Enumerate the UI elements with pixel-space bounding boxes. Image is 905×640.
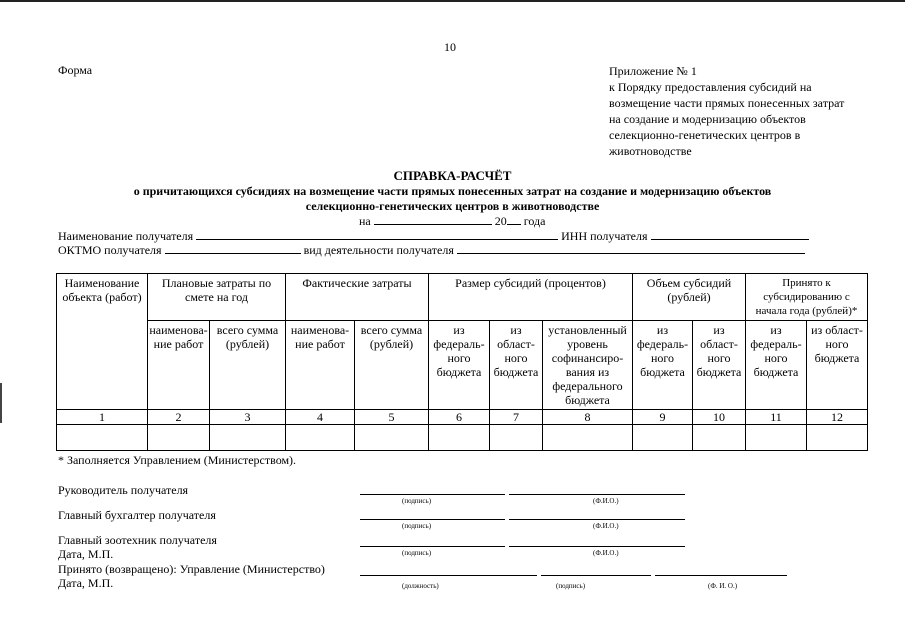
subheader-federal-accepted: из федераль-ного бюджета <box>746 321 807 410</box>
document-subtitle-line2: селекционно-генетических центров в животноводстве <box>305 199 600 213</box>
zootech-label: Главный зоотехник получателя <box>58 533 217 547</box>
data-cell[interactable] <box>543 425 633 451</box>
accepted-fio-caption: (Ф. И. О.) <box>708 582 738 590</box>
header-actual-costs: Фактические затраты <box>286 274 429 321</box>
column-number: 5 <box>355 410 429 425</box>
subheader-regional-accepted: из област-ного бюджета <box>807 321 868 410</box>
date-mp-1: Дата, М.П. <box>58 547 114 561</box>
subheader-name-works-planned: наименова-ние работ <box>148 321 210 410</box>
data-cell[interactable] <box>148 425 210 451</box>
header-subsidy-volume: Объем субсидий (рублей) <box>633 274 746 321</box>
page-number: 10 <box>444 40 456 54</box>
data-cell[interactable] <box>746 425 807 451</box>
year-blank-field[interactable] <box>507 214 521 225</box>
header-planned-costs: Плановые затраты по смете на год <box>148 274 286 321</box>
column-number: 12 <box>807 410 868 425</box>
zootech-signature-line[interactable] <box>360 546 505 547</box>
data-cell[interactable] <box>355 425 429 451</box>
accountant-fio-caption: (Ф.И.О.) <box>593 522 619 530</box>
accepted-position-caption: (должность) <box>402 582 439 590</box>
oktmo-field[interactable] <box>165 243 301 254</box>
accountant-fio-line[interactable] <box>509 519 685 520</box>
appendix-block <box>609 63 849 159</box>
calculation-table <box>56 273 868 451</box>
accepted-label: Принято (возвращено): Управление (Министерство) <box>58 562 325 576</box>
date-blank-field[interactable] <box>374 214 492 225</box>
head-label: Руководитель получателя <box>58 483 189 497</box>
column-number: 4 <box>286 410 355 425</box>
head-fio-line[interactable] <box>509 494 685 495</box>
header-object: Наименование объекта (работ) <box>57 274 148 410</box>
data-cell[interactable] <box>490 425 543 451</box>
oktmo-row <box>58 243 805 258</box>
subheader-regional-pct: из област-ного бюджета <box>490 321 543 410</box>
head-signature-caption: (подпись) <box>402 497 432 505</box>
recipient-name-label: Наименование получателя <box>58 229 194 243</box>
subheader-federal-pct: из федераль-ного бюджета <box>429 321 490 410</box>
column-number: 11 <box>746 410 807 425</box>
recipient-name-row <box>58 229 809 244</box>
date-prefix: на <box>359 214 371 228</box>
data-cell[interactable] <box>807 425 868 451</box>
document-subtitle-line1: о причитающихся субсидиях на возмещение части прямых понесенных затрат на создание и модернизацию объектов <box>133 184 772 198</box>
data-cell[interactable] <box>633 425 693 451</box>
data-cell[interactable] <box>693 425 746 451</box>
data-cell[interactable] <box>210 425 286 451</box>
subheader-cofinancing-level: установленный уровень софинансиро-вания из федерального бюджета <box>543 321 633 410</box>
document-title: СПРАВКА-РАСЧЁТ <box>393 168 512 183</box>
subheader-total-sum-actual: всего сумма (рублей) <box>355 321 429 410</box>
form-label: Форма <box>58 63 93 77</box>
accepted-signature-caption: (подпись) <box>556 582 586 590</box>
column-number: 3 <box>210 410 286 425</box>
column-number: 6 <box>429 410 490 425</box>
date-line <box>359 214 545 229</box>
activity-field[interactable] <box>457 243 805 254</box>
inn-label: ИНН получателя <box>561 229 648 243</box>
activity-label: вид деятельности получателя <box>303 243 454 257</box>
appendix-text: к Порядку предоставления субсидий на возмещение части прямых понесенных затрат на создание и модернизацию объектов селекционно-генетических центров в животноводстве <box>609 80 845 158</box>
oktmo-label: ОКТМО получателя <box>58 243 162 257</box>
accepted-position-line[interactable] <box>360 575 537 576</box>
scan-edge-mark <box>0 383 2 423</box>
zootech-fio-line[interactable] <box>509 546 685 547</box>
zootech-signature-caption: (подпись) <box>402 549 432 557</box>
date-suffix: года <box>523 214 546 228</box>
header-subsidy-percent: Размер субсидий (процентов) <box>429 274 633 321</box>
accepted-fio-line[interactable] <box>655 575 787 576</box>
date-year-prefix: 20 <box>494 214 507 228</box>
head-fio-caption: (Ф.И.О.) <box>593 497 619 505</box>
column-number: 8 <box>543 410 633 425</box>
column-number: 9 <box>633 410 693 425</box>
subheader-total-sum-planned: всего сумма (рублей) <box>210 321 286 410</box>
top-border-line <box>0 0 905 2</box>
accountant-signature-line[interactable] <box>360 519 505 520</box>
appendix-title: Приложение № 1 <box>609 64 697 78</box>
column-number: 7 <box>490 410 543 425</box>
inn-field[interactable] <box>651 229 809 240</box>
subheader-regional-volume: из област-ного бюджета <box>693 321 746 410</box>
footnote: * Заполняется Управлением (Министерством). <box>58 453 297 467</box>
accepted-signature-line[interactable] <box>541 575 651 576</box>
recipient-name-field[interactable] <box>196 229 558 240</box>
data-cell[interactable] <box>286 425 355 451</box>
accountant-signature-caption: (подпись) <box>402 522 432 530</box>
data-cell[interactable] <box>429 425 490 451</box>
column-number: 1 <box>57 410 148 425</box>
subheader-name-works-actual: наименова-ние работ <box>286 321 355 410</box>
subheader-federal-volume: из федераль-ного бюджета <box>633 321 693 410</box>
column-number: 10 <box>693 410 746 425</box>
column-number: 2 <box>148 410 210 425</box>
head-signature-line[interactable] <box>360 494 505 495</box>
accountant-label: Главный бухгалтер получателя <box>58 508 216 522</box>
zootech-fio-caption: (Ф.И.О.) <box>593 549 619 557</box>
data-cell[interactable] <box>57 425 148 451</box>
date-mp-2: Дата, М.П. <box>58 576 114 590</box>
header-accepted: Принято к субсидированию с начала года (рублей)* <box>746 274 868 321</box>
